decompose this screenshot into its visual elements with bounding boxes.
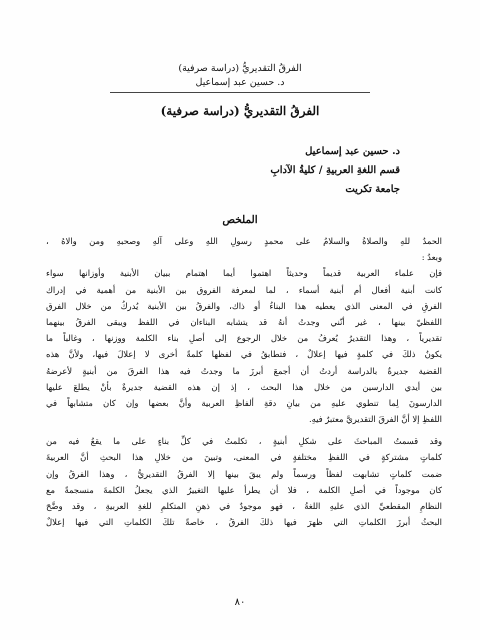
text-line: تقديرياً ، وهذا التقديرُ يُعرفُ من خلال الرجوع إلى أصلِ بناء الكلمة ووزنها ، وغالباً ما — [46, 333, 442, 344]
text-line: كانت أبنية أفعال أم أبنية أسماء ، لما لمعرفة الفروق بين الأبنية من أهمية في إدراك — [46, 284, 442, 295]
text-line: الفرقِ في المعنى الذي يعطيه هذا البناءُ أو ذاك، والفرقُ بين الأبنية يُدركُ من خلال الفرق — [46, 300, 442, 311]
text-line: النظامِ المقطعيِّ الذي عليهِ اللغةُ ، فهو موجودٌ في ذهنِ المتكلمِ للغةِ العربيةِ ، وقد وضَّحَ — [46, 501, 442, 511]
page-number: ٨٠ — [234, 597, 246, 608]
author-department: قسم اللغةِ العربيةِ / كليةُ الآدابِ — [270, 165, 400, 176]
abstract-heading: الملخص — [222, 214, 258, 226]
text-line: ضمت كلماتٍ تشابهت لفظاً ورسماً ولم يبقَ بينها إلا الفرقُ التقديريُّ ، وهذا الفرقُ وإن — [46, 468, 442, 479]
text-line: وقد قسمتُ المباحثَ على شكلِ أبنيةٍ ، تكلمتُ في كلِّ بناءٍ على ما يقعُ فيه من — [46, 436, 442, 447]
text-line: اللفظِ إلا أنَّ الفرقَ التقديريَّ معتبرٌ فيهِ. — [308, 414, 442, 425]
running-header — [40, 62, 440, 93]
text-line: كان موجوداً في أصلِ الكلمة ، فلا أن يطرأ عليها التغييرُ الذي يجعلُ الكلمةَ منسجمةً مع — [46, 484, 442, 495]
author-block — [160, 142, 400, 199]
text-line: وبعدُ : — [421, 252, 442, 263]
paper-title: الفرقُ التقديريُّ (دراسة صرفية) — [160, 104, 320, 118]
header-author: د. حسين عبد إسماعيل — [195, 77, 285, 88]
text-line: الحمدُ للهِ والصلاةُ والسلامُ على محمدٍ رسولِ اللهِ وعلى آلهِ وصحبهِ ومن والاهُ ، — [46, 236, 442, 246]
text-line: الدارسونَ لِما تنطوي عليهِ من بيانِ دقةِ ألفاظِ العربية وأنَّ بعضها وإن كان متشابهاً في — [46, 397, 442, 408]
text-line: اللفظيّ بينها ، غير أنّني وجدتُ أنهُ قد يتشابه البناءان في اللفظ ويبقى الفرقُ بينهما — [46, 316, 442, 327]
text-line: يكونُ ذلكَ في كلمةٍ فيها إعلالٌ ، فتطابقُ في لفظها كلمةً أخرى لا إعلالَ فيها، ولأنَّ هذه — [46, 349, 442, 360]
text-line: بين أيدي الدارسين من خلال هذا البحث ، إذ إن هذه القضية جديرةٌ بأنْ يطلعَ عليها — [46, 381, 442, 392]
text-line: فإن علماء العربية قديماً وحديثاً اهتموا أيما اهتمام ببيان الأبنية وأوزانها سواء — [46, 268, 442, 279]
text-line: البحثُ أبرزَ الكلماتِ التي ظهرَ فيها ذلكَ الفرقُ ، خاصةً تلكَ الكلماتِ التي فيها إعلالٌ — [46, 517, 442, 528]
text-line: القضية جديرةٌ بالدراسة أردتُ أن أجمعَ أبرزَ ما وجدتُ فيه هذا الفرقَ من أبنيةٍ لأعرضهُ — [46, 365, 442, 376]
header-title: الفرقُ التقديريُّ (دراسة صرفية) — [178, 63, 302, 74]
abstract-body — [46, 233, 442, 530]
header-divider — [110, 92, 370, 93]
text-line: كلماتٍ مشتركةٍ في اللفظِ مختلفةٍ في المعنى، وتبينَ من خلالِ هذا البحثِ أنَّ العربيةَ — [46, 452, 442, 463]
author-name: د. حسين عبد إسماعيل — [305, 146, 400, 157]
author-university: جامعة تكريت — [345, 184, 400, 195]
